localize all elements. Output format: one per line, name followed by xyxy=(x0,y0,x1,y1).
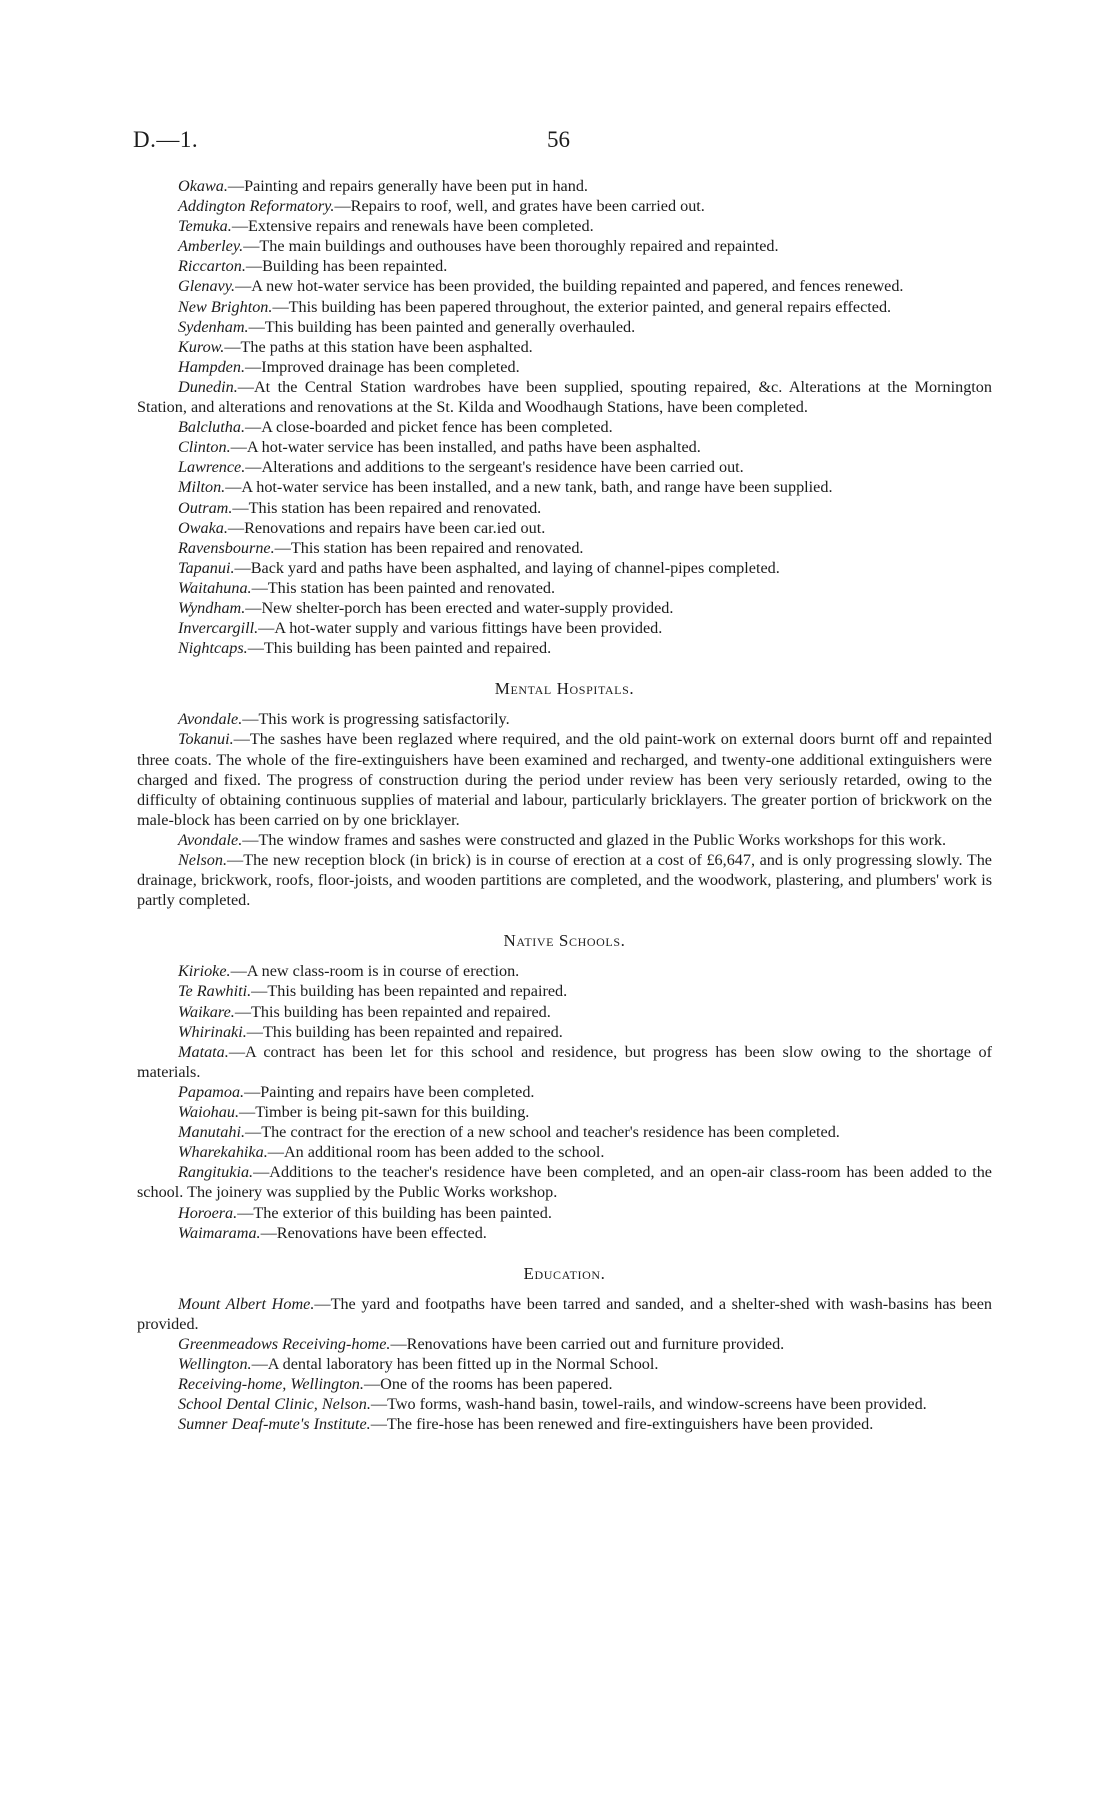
entry-text: —Alterations and additions to the sergeant's residence have been carried out. xyxy=(245,458,744,477)
entry-text: —The sashes have been reglazed where required, and the old paint-work on external doors burnt off and repainted three coats. The whole of the fire-extinguishers have been examined and recharged, and twenty-one additional extinguishers were charged and fixed. The progress of construction during the period under review has been very seriously retarded, owing to the difficulty of obtaining continuous supplies of material and labour, particularly bricklayers. The greater portion of brickwork on the male-block has been carried on by one bricklayer. xyxy=(137,730,992,829)
entry-paragraph xyxy=(137,1082,992,1102)
entry-text: —A hot-water supply and various fittings have been provided. xyxy=(258,619,663,638)
entry-paragraph xyxy=(137,1122,992,1142)
entry-text: —The contract for the erection of a new school and teacher's residence has been completed. xyxy=(245,1123,840,1142)
entry-paragraph xyxy=(137,297,992,317)
entry-place-name: Avondale. xyxy=(178,710,243,729)
entry-place-name: Waikare. xyxy=(178,1002,235,1021)
entry-place-name: Kirioke. xyxy=(178,962,231,981)
entry-place-name: Papamoa. xyxy=(178,1082,245,1101)
entry-text: —Renovations and repairs have been car.ied out. xyxy=(227,518,546,537)
works-list xyxy=(137,176,992,658)
entry-place-name: School Dental Clinic, Nelson. xyxy=(178,1395,371,1414)
entry-text: —A hot-water service has been installed, and a new tank, bath, and range have been supplied. xyxy=(225,478,833,497)
entry-text: —Building has been repainted. xyxy=(245,257,448,276)
entry-text: —Extensive repairs and renewals have been completed. xyxy=(231,217,594,236)
entry-text: —This work is progressing satisfactorily. xyxy=(242,710,510,729)
entry-place-name: Receiving-home, Wellington. xyxy=(178,1375,364,1394)
entry-text: —Back yard and paths have been asphalted, and laying of channel-pipes completed. xyxy=(234,558,780,577)
entry-paragraph xyxy=(137,1203,992,1223)
entry-text: —The main buildings and outhouses have been thoroughly repaired and repainted. xyxy=(243,237,779,256)
entry-text: —This building has been papered throughout, the exterior painted, and general repairs effected. xyxy=(272,297,892,316)
entry-place-name: Horoera. xyxy=(178,1203,238,1222)
entry-place-name: Matata. xyxy=(178,1042,229,1061)
entry-paragraph xyxy=(137,850,992,910)
entry-text: —Painting and repairs have been completed. xyxy=(244,1082,535,1101)
entry-paragraph xyxy=(137,357,992,377)
entry-paragraph xyxy=(137,1334,992,1354)
entry-text: —The new reception block (in brick) is in course of erection at a cost of £6,647, and is only progressing slowly. The drainage, brickwork, roofs, floor-joists, and wooden partitions are completed, and the woodwork, plastering, and plumbers' work is partly completed. xyxy=(137,851,992,910)
entry-paragraph xyxy=(137,1294,992,1334)
entry-text: —A contract has been let for this school and residence, but progress has been slow owing to the shortage of materials. xyxy=(137,1042,992,1081)
entry-text: —This station has been painted and renovated. xyxy=(251,578,556,597)
section-heading-education: Education. xyxy=(523,1263,606,1283)
entry-paragraph xyxy=(137,1414,992,1434)
entry-place-name: Addington Reformatory. xyxy=(178,197,335,216)
entry-text: —At the Central Station wardrobes have been supplied, spouting repaired, &c. Alterations at the Mornington Station, and alterations and renovations at the St. Kilda and Woodhaugh Stations, have been completed. xyxy=(137,377,992,417)
entry-place-name: Lawrence. xyxy=(178,458,246,477)
entry-place-name: Owaka. xyxy=(178,518,228,537)
entry-text: —The window frames and sashes were constructed and glazed in the Public Works workshops for this work. xyxy=(242,830,947,849)
entry-place-name: Nelson. xyxy=(178,851,228,869)
entry-text: —This building has been repainted and repaired. xyxy=(246,1022,563,1041)
entry-place-name: Waimarama. xyxy=(178,1223,261,1242)
entry-text: —An additional room has been added to the school. xyxy=(267,1143,605,1162)
page-number: 56 xyxy=(547,127,570,152)
entry-place-name: Glenavy. xyxy=(178,277,236,296)
entry-paragraph xyxy=(137,729,992,829)
entry-paragraph xyxy=(137,196,992,216)
entry-paragraph xyxy=(137,830,992,850)
entry-text: —Timber is being pit-sawn for this building. xyxy=(239,1103,530,1122)
entry-paragraph xyxy=(137,216,992,236)
entry-paragraph xyxy=(137,276,992,296)
entry-place-name: Whirinaki. xyxy=(178,1022,247,1041)
entry-place-name: Ravensbourne. xyxy=(178,538,275,557)
entry-paragraph xyxy=(137,709,992,729)
entry-paragraph xyxy=(137,981,992,1001)
native-schools-list xyxy=(137,961,992,1242)
entry-text: —Renovations have been effected. xyxy=(260,1223,487,1242)
entry-place-name: Dunedin. xyxy=(178,377,238,396)
entry-text: —This building has been repainted and repaired. xyxy=(234,1002,551,1021)
entry-place-name: Wharekahika. xyxy=(178,1143,268,1162)
entry-paragraph xyxy=(137,618,992,638)
entry-place-name: Mount Albert Home. xyxy=(178,1294,315,1313)
entry-text: —The yard and footpaths have been tarred and sanded, and a shelter-shed with wash-basins has been provided. xyxy=(137,1294,993,1333)
entry-text: —This building has been painted and generally overhauled. xyxy=(248,317,636,336)
entry-text: —A new class-room is in course of erection. xyxy=(230,962,520,981)
entry-place-name: Rangitukia. xyxy=(178,1163,254,1182)
entry-place-name: Riccarton. xyxy=(178,257,246,276)
entry-paragraph xyxy=(137,638,992,658)
entry-paragraph xyxy=(137,1223,992,1243)
entry-paragraph xyxy=(137,437,992,457)
entry-place-name: Avondale. xyxy=(178,830,243,849)
entry-paragraph xyxy=(137,417,992,437)
entry-place-name: Hampden. xyxy=(178,357,245,376)
entry-paragraph xyxy=(137,337,992,357)
entry-paragraph xyxy=(137,558,992,578)
entry-place-name: Invercargill. xyxy=(178,619,259,638)
entry-paragraph xyxy=(137,1002,992,1022)
entry-text: —A close-boarded and picket fence has been completed. xyxy=(245,418,613,437)
entry-text: —This station has been repaired and renovated. xyxy=(232,498,542,517)
entry-paragraph xyxy=(137,1354,992,1374)
entry-place-name: Amberley. xyxy=(178,237,244,256)
entry-place-name: Sumner Deaf-mute's Institute. xyxy=(178,1415,371,1434)
entry-place-name: Milton. xyxy=(178,478,226,497)
entry-paragraph xyxy=(137,256,992,276)
document-reference: D.—1. xyxy=(133,127,199,152)
entry-text: —Repairs to roof, well, and grates have been carried out. xyxy=(334,197,705,216)
entry-text: —This building has been repainted and repaired. xyxy=(251,982,568,1001)
entry-paragraph xyxy=(137,1102,992,1122)
mental-hospitals-list xyxy=(137,709,992,910)
entry-text: —Improved drainage has been completed. xyxy=(245,357,520,376)
entry-text: —One of the rooms has been papered. xyxy=(363,1375,613,1394)
entry-paragraph xyxy=(137,498,992,518)
entry-place-name: Wellington. xyxy=(178,1355,252,1374)
entry-place-name: Waitahuna. xyxy=(178,578,252,597)
entry-place-name: Okawa. xyxy=(178,177,228,195)
entry-text: —The exterior of this building has been painted. xyxy=(237,1203,552,1222)
entry-place-name: Greenmeadows Receiving-home. xyxy=(178,1334,391,1353)
education-list xyxy=(137,1294,992,1435)
section-heading-native-schools: Native Schools. xyxy=(503,931,626,951)
entry-paragraph xyxy=(137,317,992,337)
entry-paragraph xyxy=(137,457,992,477)
entry-paragraph xyxy=(137,961,992,981)
entry-text: —The paths at this station have been asphalted. xyxy=(224,337,533,356)
entry-paragraph xyxy=(137,518,992,538)
entry-text: —New shelter-porch has been erected and water-supply provided. xyxy=(245,598,674,617)
entry-place-name: Clinton. xyxy=(178,438,231,457)
entry-paragraph xyxy=(137,598,992,618)
entry-paragraph xyxy=(137,377,992,417)
entry-text: —Additions to the teacher's residence have been completed, and an open-air class-room has been added to the school. The joinery was supplied by the Public Works workshop. xyxy=(137,1163,992,1202)
document-body xyxy=(137,176,992,1434)
entry-paragraph xyxy=(137,477,992,497)
entry-paragraph xyxy=(137,538,992,558)
entry-place-name: Balclutha. xyxy=(178,418,245,437)
entry-text: —This building has been painted and repaired. xyxy=(247,639,552,658)
entry-paragraph xyxy=(137,1142,992,1162)
entry-text: —Renovations have been carried out and furniture provided. xyxy=(390,1334,785,1353)
entry-text: —Painting and repairs generally have been put in hand. xyxy=(227,177,588,195)
entry-place-name: Nightcaps. xyxy=(178,639,248,658)
entry-place-name: Te Rawhiti. xyxy=(178,982,252,1001)
entry-paragraph xyxy=(137,236,992,256)
entry-place-name: Tapanui. xyxy=(178,558,235,577)
entry-place-name: New Brighton. xyxy=(178,297,273,316)
entry-text: —A hot-water service has been installed, and paths have been asphalted. xyxy=(230,438,701,457)
entry-place-name: Sydenham. xyxy=(178,317,249,336)
entry-text: —Two forms, wash-hand basin, towel-rails, and window-screens have been provided. xyxy=(370,1395,927,1414)
entry-place-name: Kurow. xyxy=(178,337,225,356)
entry-place-name: Waiohau. xyxy=(178,1103,240,1122)
entry-place-name: Temuka. xyxy=(178,217,232,236)
entry-paragraph xyxy=(137,578,992,598)
entry-place-name: Wyndham. xyxy=(178,598,246,617)
entry-paragraph xyxy=(137,1022,992,1042)
section-heading-mental-hospitals: Mental Hospitals. xyxy=(494,679,635,699)
entry-text: —This station has been repaired and renovated. xyxy=(274,538,584,557)
entry-place-name: Tokanui. xyxy=(178,730,234,749)
entry-paragraph xyxy=(137,176,992,196)
entry-paragraph xyxy=(137,1162,992,1202)
entry-text: —A dental laboratory has been fitted up in the Normal School. xyxy=(251,1355,659,1374)
entry-paragraph xyxy=(137,1394,992,1414)
entry-paragraph xyxy=(137,1042,992,1082)
entry-text: —The fire-hose has been renewed and fire-extinguishers have been provided. xyxy=(370,1415,874,1434)
entry-paragraph xyxy=(137,1374,992,1394)
entry-place-name: Manutahi. xyxy=(178,1123,245,1142)
entry-text: —A new hot-water service has been provided, the building repainted and papered, and fences renewed. xyxy=(235,277,904,296)
entry-place-name: Outram. xyxy=(178,498,233,517)
